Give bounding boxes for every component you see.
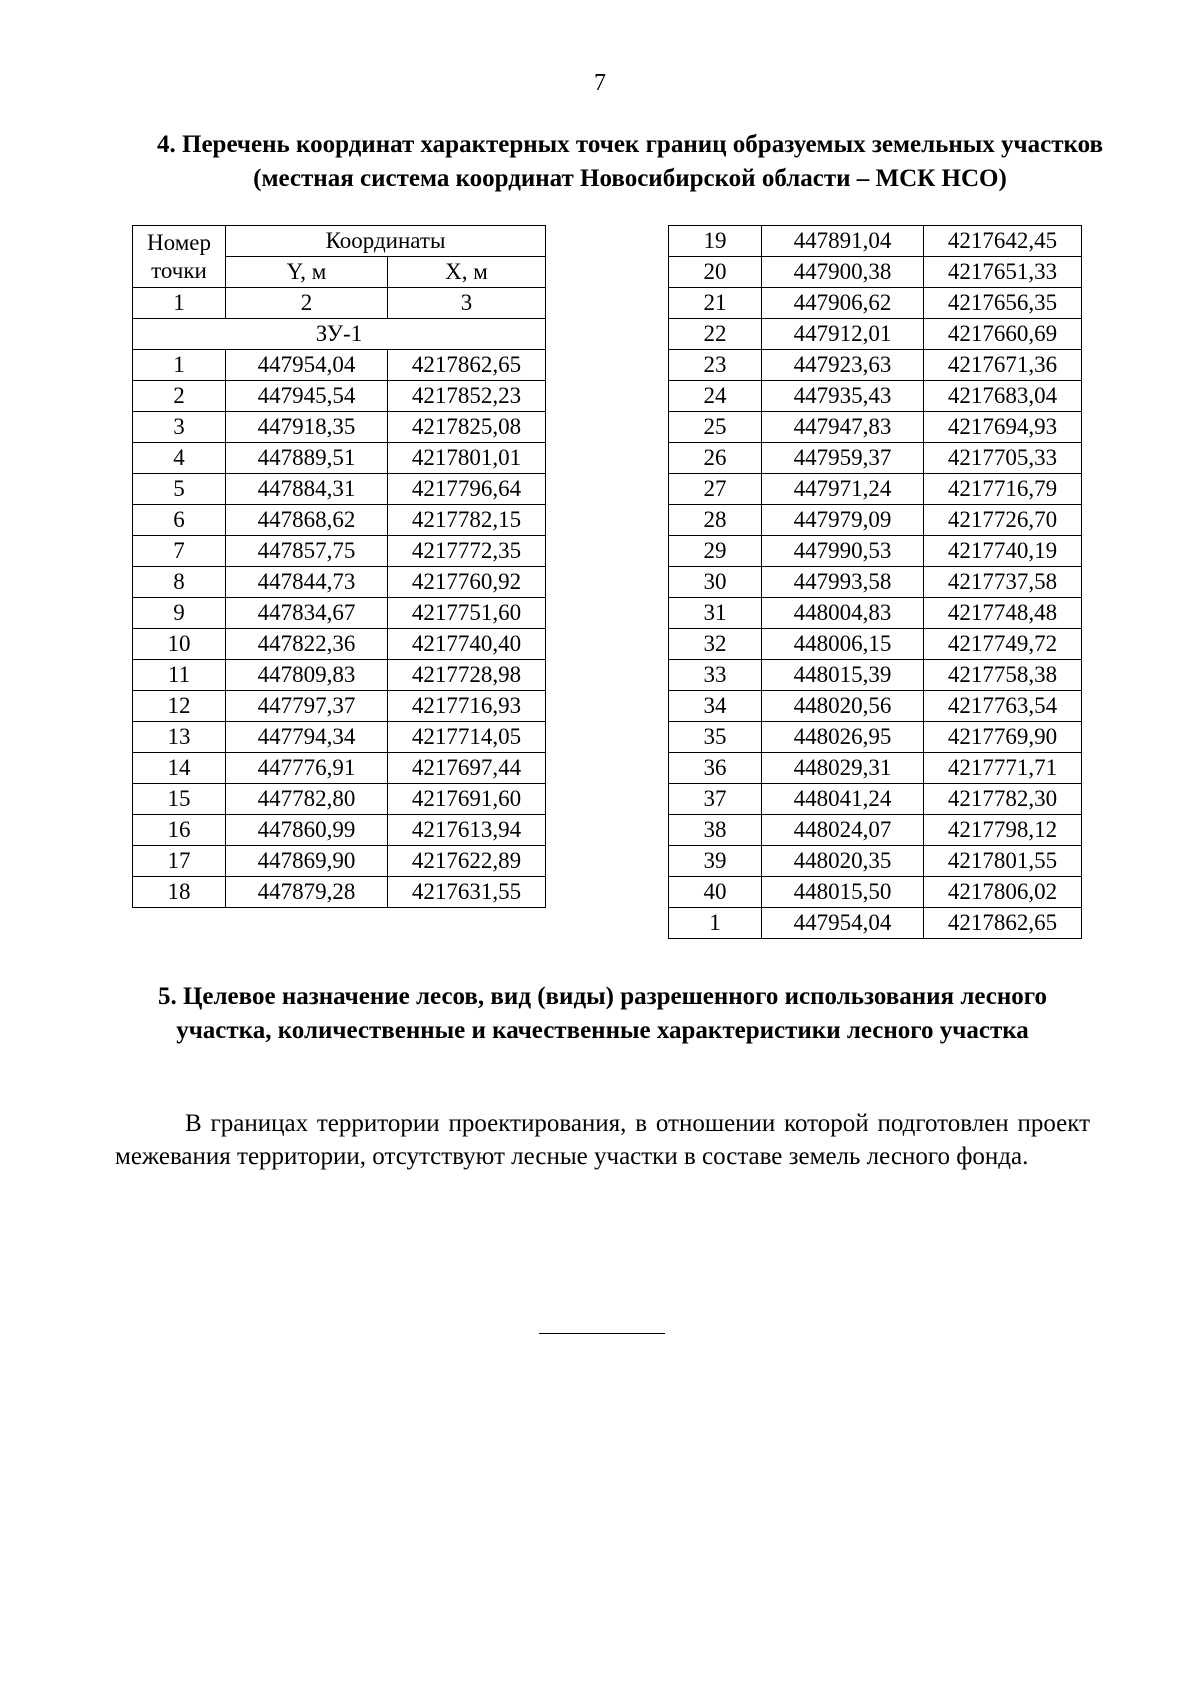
coord-x: 4217697,44 [388, 753, 546, 784]
coord-y: 447993,58 [762, 567, 924, 598]
coord-x: 4217749,72 [924, 629, 1082, 660]
point-number: 40 [669, 877, 762, 908]
coord-y: 447954,04 [762, 908, 924, 939]
point-number: 32 [669, 629, 762, 660]
coord-y: 448015,39 [762, 660, 924, 691]
coord-y: 447860,99 [226, 815, 388, 846]
point-number: 9 [133, 598, 226, 629]
coord-x: 4217714,05 [388, 722, 546, 753]
point-number: 16 [133, 815, 226, 846]
table-row [669, 381, 1082, 412]
table-row [669, 660, 1082, 691]
point-number: 10 [133, 629, 226, 660]
table-row [669, 350, 1082, 381]
coord-x: 4217825,08 [388, 412, 546, 443]
coord-x: 4217740,40 [388, 629, 546, 660]
coord-y: 447947,83 [762, 412, 924, 443]
coord-x: 4217737,58 [924, 567, 1082, 598]
point-number: 37 [669, 784, 762, 815]
section-4-title: 4. Перечень координат характерных точек границ образуемых земельных участков (местная система координат Новосибирской области – МСК НСО) [157, 131, 1103, 192]
point-number: 22 [669, 319, 762, 350]
coord-y: 448004,83 [762, 598, 924, 629]
point-number: 15 [133, 784, 226, 815]
coord-x: 4217642,45 [924, 226, 1082, 257]
point-number: 25 [669, 412, 762, 443]
coord-y: 447797,37 [226, 691, 388, 722]
column-number: 3 [388, 288, 546, 319]
table-row [669, 908, 1082, 939]
table-row [133, 691, 546, 722]
section-5-title: 5. Целевое назначение лесов, вид (виды) разрешенного использования лесного участка, количественные и качественные характеристики лесного участка [157, 983, 1047, 1044]
coord-y: 447844,73 [226, 567, 388, 598]
coord-x: 4217772,35 [388, 536, 546, 567]
coord-x: 4217726,70 [924, 505, 1082, 536]
coord-x: 4217728,98 [388, 660, 546, 691]
coord-x: 4217801,01 [388, 443, 546, 474]
table-row [669, 443, 1082, 474]
point-number: 27 [669, 474, 762, 505]
table-row [669, 505, 1082, 536]
table-row [669, 598, 1082, 629]
point-number: 18 [133, 877, 226, 908]
point-number: 39 [669, 846, 762, 877]
coord-x: 4217660,69 [924, 319, 1082, 350]
table-row [669, 288, 1082, 319]
table-row [669, 846, 1082, 877]
coord-y: 447822,36 [226, 629, 388, 660]
coord-y: 447959,37 [762, 443, 924, 474]
coord-x: 4217862,65 [924, 908, 1082, 939]
coord-x: 4217763,54 [924, 691, 1082, 722]
coord-y: 447857,75 [226, 536, 388, 567]
coord-y: 447979,09 [762, 505, 924, 536]
point-number: 3 [133, 412, 226, 443]
end-separator-line [539, 1333, 665, 1334]
coordinates-table-right [668, 225, 1082, 939]
point-number: 8 [133, 567, 226, 598]
coord-y: 447900,38 [762, 257, 924, 288]
point-number: 14 [133, 753, 226, 784]
table-row [133, 474, 546, 505]
table-header-row [133, 226, 546, 257]
coord-y: 448024,07 [762, 815, 924, 846]
coord-x: 4217671,36 [924, 350, 1082, 381]
coord-y: 448015,50 [762, 877, 924, 908]
coord-y: 448020,35 [762, 846, 924, 877]
table-row [669, 815, 1082, 846]
coord-y: 447884,31 [226, 474, 388, 505]
coord-y: 448041,24 [762, 784, 924, 815]
table-row [669, 257, 1082, 288]
point-number: 7 [133, 536, 226, 567]
coord-x: 4217716,79 [924, 474, 1082, 505]
coord-y: 447782,80 [226, 784, 388, 815]
point-number: 34 [669, 691, 762, 722]
table-row [669, 567, 1082, 598]
coord-x: 4217798,12 [924, 815, 1082, 846]
coord-y: 447971,24 [762, 474, 924, 505]
point-number: 26 [669, 443, 762, 474]
coord-x: 4217782,30 [924, 784, 1082, 815]
page-number: 7 [594, 70, 606, 96]
coord-y: 447912,01 [762, 319, 924, 350]
coord-x: 4217740,19 [924, 536, 1082, 567]
table-row [669, 722, 1082, 753]
point-number: 28 [669, 505, 762, 536]
table-row [669, 753, 1082, 784]
table-row [133, 412, 546, 443]
coord-y: 447794,34 [226, 722, 388, 753]
table-row [133, 846, 546, 877]
coord-y: 447918,35 [226, 412, 388, 443]
coord-x: 4217796,64 [388, 474, 546, 505]
point-number: 12 [133, 691, 226, 722]
coord-y: 448029,31 [762, 753, 924, 784]
point-number: 13 [133, 722, 226, 753]
coord-x: 4217705,33 [924, 443, 1082, 474]
table-row [133, 660, 546, 691]
point-number: 29 [669, 536, 762, 567]
coord-x: 4217852,23 [388, 381, 546, 412]
header-x: X, м [388, 257, 546, 288]
table-row [669, 412, 1082, 443]
column-number: 2 [226, 288, 388, 319]
point-number: 24 [669, 381, 762, 412]
coord-x: 4217716,93 [388, 691, 546, 722]
table-row [133, 381, 546, 412]
coord-y: 447809,83 [226, 660, 388, 691]
point-number: 2 [133, 381, 226, 412]
table-row [133, 505, 546, 536]
table-row [133, 536, 546, 567]
coord-y: 448026,95 [762, 722, 924, 753]
coord-x: 4217683,04 [924, 381, 1082, 412]
point-number: 5 [133, 474, 226, 505]
header-point-number: Номер точки [133, 226, 226, 288]
coord-x: 4217801,55 [924, 846, 1082, 877]
table-row [133, 443, 546, 474]
coord-x: 4217769,90 [924, 722, 1082, 753]
table-row [133, 784, 546, 815]
table-row [669, 536, 1082, 567]
coord-y: 447923,63 [762, 350, 924, 381]
coord-x: 4217771,71 [924, 753, 1082, 784]
coord-x: 4217691,60 [388, 784, 546, 815]
header-coordinates: Координаты [226, 226, 546, 257]
table-row [133, 753, 546, 784]
coord-x: 4217782,15 [388, 505, 546, 536]
coord-x: 4217806,02 [924, 877, 1082, 908]
table-row [133, 598, 546, 629]
point-number: 19 [669, 226, 762, 257]
coord-y: 448020,56 [762, 691, 924, 722]
point-number: 6 [133, 505, 226, 536]
point-number: 11 [133, 660, 226, 691]
coord-x: 4217651,33 [924, 257, 1082, 288]
coord-x: 4217862,65 [388, 350, 546, 381]
header-y: Y, м [226, 257, 388, 288]
point-number: 35 [669, 722, 762, 753]
coord-x: 4217622,89 [388, 846, 546, 877]
coord-y: 447868,62 [226, 505, 388, 536]
coord-y: 447906,62 [762, 288, 924, 319]
coord-x: 4217656,35 [924, 288, 1082, 319]
coord-y: 447935,43 [762, 381, 924, 412]
table-row [669, 474, 1082, 505]
coord-x: 4217758,38 [924, 660, 1082, 691]
coord-y: 448006,15 [762, 629, 924, 660]
coord-y: 447776,91 [226, 753, 388, 784]
coord-y: 447889,51 [226, 443, 388, 474]
point-number: 38 [669, 815, 762, 846]
column-number: 1 [133, 288, 226, 319]
point-number: 33 [669, 660, 762, 691]
table-row [133, 815, 546, 846]
table-row [669, 629, 1082, 660]
coordinates-table-left [132, 225, 546, 908]
point-number: 17 [133, 846, 226, 877]
coord-y: 447879,28 [226, 877, 388, 908]
coord-x: 4217760,92 [388, 567, 546, 598]
coord-x: 4217631,55 [388, 877, 546, 908]
table-row [669, 784, 1082, 815]
coord-y: 447990,53 [762, 536, 924, 567]
table-row [133, 350, 546, 381]
point-number: 31 [669, 598, 762, 629]
table-row [133, 722, 546, 753]
table-row [133, 877, 546, 908]
section-5-paragraph: В границах территории проектирования, в отношении которой подготовлен проект межевания территории, отсутствуют лесные участки в составе земель лесного фонда. [115, 1110, 1090, 1170]
table-row [669, 691, 1082, 722]
coord-y: 447834,67 [226, 598, 388, 629]
coord-y: 447891,04 [762, 226, 924, 257]
point-number: 20 [669, 257, 762, 288]
table-row [669, 226, 1082, 257]
point-number: 1 [669, 908, 762, 939]
point-number: 1 [133, 350, 226, 381]
coord-y: 447945,54 [226, 381, 388, 412]
coord-x: 4217694,93 [924, 412, 1082, 443]
point-number: 30 [669, 567, 762, 598]
table-row [133, 629, 546, 660]
point-number: 4 [133, 443, 226, 474]
point-number: 23 [669, 350, 762, 381]
table-group-row [133, 319, 546, 350]
table-row [669, 877, 1082, 908]
coord-x: 4217751,60 [388, 598, 546, 629]
coord-y: 447954,04 [226, 350, 388, 381]
point-number: 21 [669, 288, 762, 319]
table-row [669, 319, 1082, 350]
table-row [133, 567, 546, 598]
land-plot-label: ЗУ-1 [133, 319, 546, 350]
coord-x: 4217748,48 [924, 598, 1082, 629]
point-number: 36 [669, 753, 762, 784]
table-column-numbers-row [133, 288, 546, 319]
coord-x: 4217613,94 [388, 815, 546, 846]
coord-y: 447869,90 [226, 846, 388, 877]
